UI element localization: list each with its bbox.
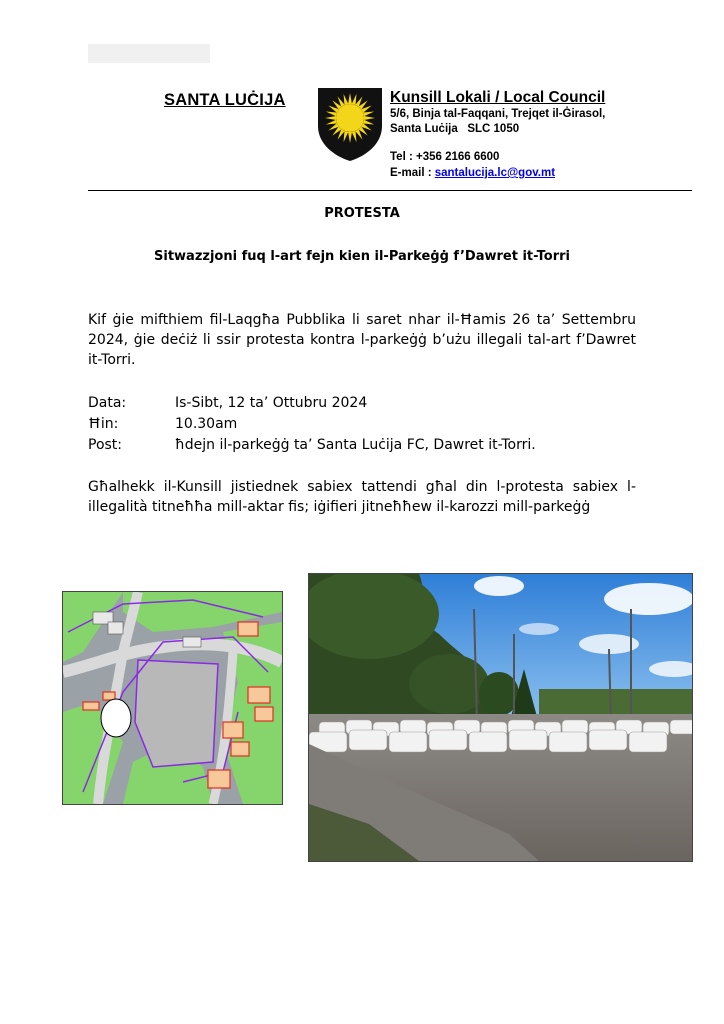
detail-row-date (88, 393, 536, 414)
council-name: SANTA LUĊIJA (164, 91, 286, 109)
detail-label: Ħin: (88, 416, 119, 432)
detail-value: Is-Sibt, 12 ta’ Ottubru 2024 (175, 395, 368, 411)
email-line (390, 166, 605, 180)
address-line-1: 5/6, Binja tal-Faqqani, Trejqet il-Ġirasol, (390, 108, 606, 120)
invitation-paragraph: Għalhekk il-Kunsill jistiednek sabiex tattendi għal din l-protesta sabiex l-illegalità titneħħa mill-aktar fis; iġifieri jitneħħew il-karozzi mill-parkeġġ (88, 479, 636, 515)
redaction-box (88, 44, 210, 63)
telephone: Tel : +356 2166 6600 (390, 151, 500, 163)
detail-value: ħdejn il-parkeġġ ta’ Santa Luċija FC, Dawret it-Torri. (175, 437, 536, 453)
email-label: E-mail : (390, 167, 435, 179)
detail-row-time (88, 414, 536, 435)
council-title: Kunsill Lokali / Local Council (390, 89, 606, 106)
council-contact-block (390, 89, 605, 180)
email-link[interactable]: santalucija.lc@gov.mt (434, 167, 556, 179)
detail-value: 10.30am (175, 416, 238, 432)
header-divider (88, 190, 692, 191)
detail-label: Post: (88, 437, 123, 453)
event-details (88, 393, 536, 456)
council-crest-shield (316, 86, 384, 162)
detail-label: Data: (88, 395, 127, 411)
document-title: PROTESTA (324, 206, 400, 221)
site-map-image (62, 591, 283, 805)
parking-lot-photo (308, 573, 693, 862)
intro-paragraph: Kif ġie mifthiem fil-Laqgħa Pubblika li saret nhar il-Ħamis 26 ta’ Settembru 2024, ġie deċiż li ssir protesta kontra l-parkeġġ b’użu illegali tal-art f’Dawret it-Torri. (88, 312, 636, 368)
document-subtitle: Sitwazzjoni fuq l-art fejn kien il-Parkeġġ f’Dawret it-Torri (154, 249, 570, 264)
detail-row-place (88, 435, 536, 456)
sun-emblem (325, 93, 375, 143)
address-line-2: Santa Luċija SLC 1050 (390, 123, 520, 135)
